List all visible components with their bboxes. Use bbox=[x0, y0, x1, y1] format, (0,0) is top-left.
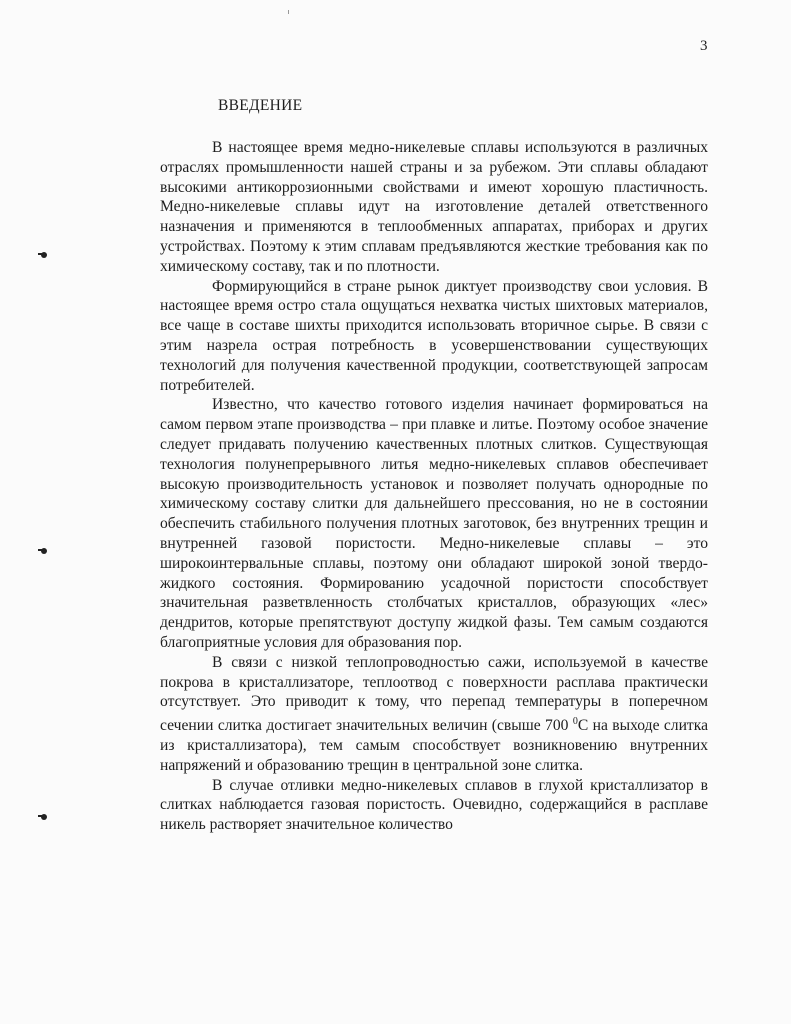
paragraph: В случае отливки медно-никелевых сплавов в глухой кристаллизатор в слитках наблюдается газовая пористость. Очевидно, содержащийся в расплаве никель растворяет значительное количество bbox=[160, 776, 708, 834]
scan-artifact bbox=[288, 10, 289, 14]
paragraph: Формирующийся в стране рынок диктует производству свои условия. В настоящее время остро стала ощущаться нехватка чистых шихтовых материалов, все чаще в составе шихты приходится использовать вторичное сырье. В связи с этим назрела острая потребность в усовершенствовании существующих технологий для получения качественной продукции, соответствующей запросам потребителей. bbox=[160, 277, 708, 394]
margin-bullet-mark bbox=[41, 252, 47, 258]
paragraph bbox=[160, 653, 708, 776]
paragraph: Известно, что качество готового изделия начинает формироваться на самом первом этапе производства – при плавке и литье. Поэтому особое значение следует придавать получению качественных плотных слитков. Существующая технология полунепрерывного литья медно-никелевых сплавов обеспечивает высокую производительность установок и позволяет получать однородные по химическому составу слитки для дальнейшего прессования, но не в состоянии обеспечить стабильного получения плотных заготовок, без внутренних трещин и внутренней газовой пористости. Медно-никелевые сплавы – это широкоинтервальные сплавы, поэтому они обладают широкой зоной твердо-жидкого состояния. Формированию усадочной пористости способствует значительная разветвленность столбчатых кристаллов, образующих «лес» дендритов, которые препятствуют доступу жидкой фазы. Тем самым создаются благоприятные условия для образования пор. bbox=[160, 396, 708, 651]
paragraph: В настоящее время медно-никелевые сплавы используются в различных отраслях промышленности нашей страны и за рубежом. Эти сплавы обладают высокими антикоррозионными свойствами и имеют хорошую пластичность. Медно-никелевые сплавы идут на изготовление деталей ответственного назначения и применяются в теплообменных аппаратах, приборах и других устройствах. Поэтому к этим сплавам предъявляются жесткие требования как по химическому составу, так и по плотности. bbox=[160, 139, 708, 275]
document-body bbox=[160, 138, 708, 835]
paragraph-text: В связи с низкой теплопроводностью сажи, используемой в качестве покрова в кристаллизаторе, теплоотвод с поверхности расплава практически отсутствует. Это приводит к тому, что перепад температуры в поперечном сечении слитка достигает значительных величин (свыше 700 bbox=[160, 653, 708, 735]
margin-bullet-mark bbox=[41, 814, 47, 820]
margin-bullet-mark bbox=[41, 548, 47, 554]
paragraph-text: С на выходе слитка из кристаллизатора), тем самым способствует возникновению внутренних напряжений и образованию трещин в центральной зоне слитка. bbox=[160, 717, 708, 774]
page-number: 3 bbox=[700, 38, 708, 54]
section-heading: ВВЕДЕНИЕ bbox=[218, 97, 303, 114]
superscript-degree: 0 bbox=[572, 716, 578, 728]
